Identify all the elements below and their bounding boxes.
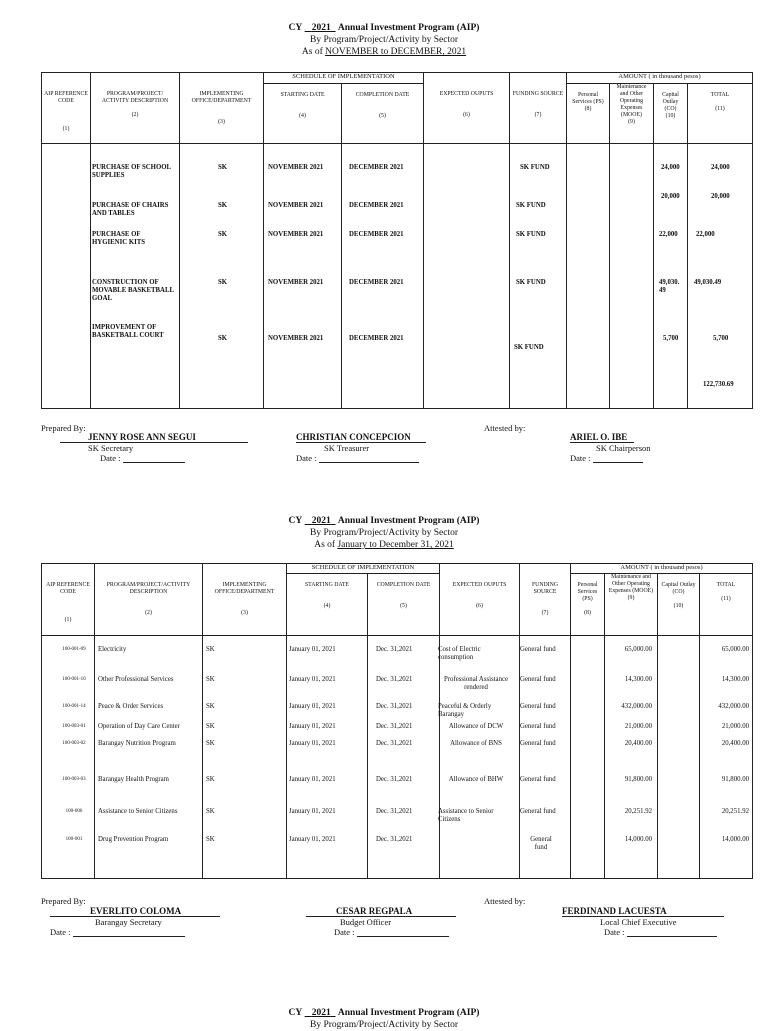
doc1-body-start: [264, 144, 342, 409]
doc1-row-start: NOVEMBER 2021: [268, 164, 324, 171]
doc2-signatory-1: [50, 906, 220, 937]
doc1-col-ppa: PROGRAM/PROJECT/ ACTIVITY DESCRIPTION (2): [91, 73, 180, 144]
doc2-row-start: January 01, 2021: [289, 776, 336, 783]
doc2-row-end: Dec. 31,2021: [376, 646, 413, 653]
doc1-title-block: [0, 22, 768, 58]
doc1-row-total: 5,700: [713, 335, 729, 342]
doc2-row-total: 21,000.00: [721, 723, 749, 730]
doc1-col-aip: AIP REFERENCE CODE (1): [42, 73, 91, 144]
date-field: Date :: [60, 453, 248, 463]
doc1-row-ppa: PURCHASE OF SCHOOL SUPPLIES: [92, 164, 171, 179]
doc2-row-fund: General fund: [520, 808, 556, 815]
doc2-row-end: Dec. 31,2021: [376, 723, 413, 730]
doc2-row-fund: General fund: [530, 836, 552, 851]
doc1-row-office: SK: [218, 335, 228, 342]
doc2-row-code: 100-001-09: [62, 647, 86, 652]
doc2-row-end: Dec. 31,2021: [376, 836, 413, 843]
doc1-body-mooe: [610, 144, 654, 409]
doc2-row-end: Dec. 31,2021: [376, 740, 413, 747]
doc2-row-office: SK: [206, 740, 215, 747]
doc2-amount-header: AMOUNT ( in thousand pesos): [571, 564, 753, 574]
doc1-cy-label: CY: [288, 23, 303, 33]
doc1-row-end: DECEMBER 2021: [349, 202, 404, 209]
doc1-header-group-row: [42, 73, 753, 84]
doc2-col-ppa: PROGRAM/PROJECT/ACTIVITY DESCRIPTION (2): [95, 564, 203, 636]
doc2-row-ppa: Barangay Health Program: [98, 776, 169, 783]
date-field: Date :: [562, 927, 724, 937]
doc1-row-office: SK: [218, 279, 228, 286]
doc2-row-start: January 01, 2021: [289, 676, 336, 683]
doc3-year: 2021: [311, 1008, 331, 1018]
doc2-row-office: SK: [206, 676, 215, 683]
signatory-name: FERDINAND LACUESTA: [562, 906, 724, 917]
doc2-row-output: Peaceful & Orderly Barangay: [438, 703, 492, 718]
doc1-prepared-label: Prepared By:: [41, 423, 86, 433]
signatory-name: EVERLITO COLOMA: [50, 906, 220, 917]
doc2-row-end: Dec. 31,2021: [376, 703, 413, 710]
doc1-by-line: By Program/Project/Activity by Sector: [309, 35, 459, 45]
doc1-attested-label: Attested by:: [484, 423, 526, 433]
doc1-row-ppa: CONSTRUCTION OF MOVABLE BASKETBALL GOAL: [92, 279, 174, 302]
doc1-signatory-3: [570, 432, 670, 463]
doc2-row-ppa: Barangay Nutrition Program: [98, 740, 176, 747]
doc1-body-end: [342, 144, 424, 409]
doc2-row-start: January 01, 2021: [289, 740, 336, 747]
doc1-as-of-value: NOVEMBER to DECEMBER, 2021: [325, 47, 467, 57]
doc2-col-start: STARTING DATE (4): [287, 574, 368, 636]
doc1-body-row: [42, 144, 753, 409]
doc2-prepared-label: Prepared By:: [41, 896, 86, 906]
doc2-row-fund: General fund: [520, 703, 556, 710]
doc1-body-office: [180, 144, 264, 409]
date-field: Date :: [296, 453, 426, 463]
doc2-row-office: SK: [206, 646, 215, 653]
signatory-title: SK Treasurer: [324, 443, 370, 453]
doc1-as-of: As of NOVEMBER to DECEMBER, 2021: [301, 47, 467, 57]
doc2-col-aip: AIP REFERENCE CODE (1): [42, 564, 95, 636]
doc2-row-output: Allowance of BNS: [450, 740, 502, 747]
doc2-row-total: 20,400.00: [721, 740, 749, 747]
doc2-row-output: Allowance of BHW: [448, 776, 504, 783]
doc2-row-ppa: Electricity: [98, 646, 127, 653]
doc1-row-office: SK: [218, 202, 228, 209]
doc2-row-mooe: 14,000.00: [624, 836, 652, 843]
doc2-header-group-row: [42, 564, 753, 574]
doc1-col-funding: FUNDING SOURCE (7): [510, 73, 567, 144]
signatory-title: SK Secretary: [88, 443, 134, 453]
doc2-row-output: Cost of Electric consumption: [438, 646, 481, 661]
doc1-row-total: 20,000: [711, 193, 730, 200]
doc2-row-ppa: Drug Prevention Program: [98, 836, 169, 843]
signatory-name: JENNY ROSE ANN SEGUI: [60, 432, 248, 443]
doc2-row-start: January 01, 2021: [289, 703, 336, 710]
doc1-row-fund: SK FUND: [520, 164, 550, 171]
signatory-title: Local Chief Executive: [600, 917, 677, 927]
doc2-row-mooe: 20,400.00: [624, 740, 652, 747]
doc2-row-code: 100-003-03: [62, 777, 86, 782]
doc1-row-ppa: IMPROVEMENT OF BASKETBALL COURT: [92, 324, 164, 339]
doc3-heading: Annual Investment Program (AIP): [337, 1008, 480, 1018]
doc2-sched-header: SCHEDULE OF IMPLEMENTATION: [287, 564, 440, 574]
doc2-row-start: January 01, 2021: [289, 836, 336, 843]
doc2-row-fund: General fund: [520, 776, 556, 783]
doc2-row-total: 65,000.00: [721, 646, 749, 653]
doc2-row-total: 14,300.00: [721, 676, 749, 683]
doc2-row-office: SK: [206, 723, 215, 730]
doc1-title-line: [0, 22, 768, 34]
signatory-name: CESAR REGPALA: [306, 906, 456, 917]
doc1-row-co: 49,030. 49: [659, 279, 680, 294]
doc2-row-code: 100-001-14: [62, 704, 86, 709]
doc2-body-outputs: [440, 636, 520, 879]
doc1-row-total: 49,030.49: [694, 279, 722, 286]
doc2-row-mooe: 432,000.00: [621, 703, 652, 710]
doc1-body-outputs: [424, 144, 510, 409]
doc1-row-fund: SK FUND: [516, 231, 546, 238]
signatory-name: CHRISTIAN CONCEPCION: [296, 432, 426, 443]
doc1-row-office: SK: [218, 231, 228, 238]
doc1-sched-header: SCHEDULE OF IMPLEMENTATION: [264, 73, 424, 84]
doc1-row-end: DECEMBER 2021: [349, 279, 404, 286]
doc1-row-fund: SK FUND: [516, 279, 546, 286]
doc1-row-start: NOVEMBER 2021: [268, 231, 324, 238]
signatory-title: SK Chairperson: [596, 443, 651, 453]
doc1-year: 2021: [311, 23, 331, 33]
doc1-col-completion: COMPLETION DATE (5): [342, 84, 424, 144]
doc2-row-code: 100-003-02: [62, 741, 86, 746]
doc1-row-ppa: PURCHASE OF HYGIENIC KITS: [92, 231, 146, 246]
doc1-row-fund: SK FUND: [514, 344, 544, 351]
doc1-col-co: Capital Outlay (CO) (10): [654, 84, 688, 144]
doc2-row-end: Dec. 31,2021: [376, 776, 413, 783]
doc2-row-end: Dec. 31,2021: [376, 808, 413, 815]
doc1-body-aip: [42, 144, 91, 409]
doc2-as-of-value: January to December 31, 2021: [337, 540, 454, 550]
doc2-row-code: 100-001-10: [62, 677, 86, 682]
doc1-signatory-2: [296, 432, 426, 463]
doc2-row-office: SK: [206, 776, 215, 783]
doc2-cy-label: CY: [288, 516, 303, 526]
date-field: Date :: [570, 453, 670, 463]
doc3-cy-label: CY: [288, 1008, 303, 1018]
doc2-row-end: Dec. 31,2021: [376, 676, 413, 683]
doc2-row-output: Professional Assistance rendered: [444, 676, 508, 691]
doc2-row-office: SK: [206, 836, 215, 843]
doc2-row-start: January 01, 2021: [289, 646, 336, 653]
doc1-col-outputs: EXPECTED OUPUTS (6): [424, 73, 510, 144]
doc2-row-ppa: Peace & Order Services: [98, 703, 164, 710]
signatory-name: ARIEL O. IBE: [570, 432, 634, 443]
doc1-row-end: DECEMBER 2021: [349, 164, 404, 171]
doc3-title-block: [0, 1007, 768, 1031]
doc2-col-completion: COMPLETION DATE (5): [368, 574, 440, 636]
doc1-amount-header: AMOUNT ( in thousand pesos): [567, 73, 753, 84]
doc2-title-block: [0, 515, 768, 551]
doc1-grand-total: 122,730.69: [703, 381, 734, 388]
doc2-row-start: January 01, 2021: [289, 723, 336, 730]
doc2-row-total: 91,800.00: [721, 776, 749, 783]
doc3-by-line: By Program/Project/Activity by Sector: [309, 1020, 459, 1030]
doc1-body-total: [688, 144, 753, 409]
doc2-heading: Annual Investment Program (AIP): [337, 516, 480, 526]
doc1-row-office: SK: [218, 164, 228, 171]
doc2-row-office: SK: [206, 703, 215, 710]
doc2-col-total: TOTAL (11): [700, 574, 753, 636]
doc1-col-total: TOTAL (11): [688, 84, 753, 144]
doc2-col-outputs: EXPECTED OUPUTS (6): [440, 564, 520, 636]
doc1-row-co: 24,000: [661, 164, 680, 171]
doc1-col-ps: Personal Services (PS) (8): [567, 84, 610, 144]
doc2-row-total: 20,251.92: [721, 808, 749, 815]
doc1-row-total: 24,000: [711, 164, 730, 171]
signatory-title: Budget Officer: [340, 917, 392, 927]
doc2-body-co: [658, 636, 700, 879]
doc1-row-co: 22,000: [659, 231, 678, 238]
doc2-row-code: 100-006: [65, 809, 83, 814]
doc1-col-office: IMPLEMENTING OFFICE/DEPARTMENT (3): [180, 73, 264, 144]
date-field: Date :: [306, 927, 456, 937]
doc2-row-output: Allowance of DCW: [448, 723, 504, 730]
doc2-row-mooe: 21,000.00: [624, 723, 652, 730]
doc1-body-ppa: [91, 144, 180, 409]
doc2-row-ppa: Assistance to Senior Citizens: [98, 808, 178, 815]
doc2-title-line: [0, 515, 768, 527]
doc2-row-mooe: 91,800.00: [624, 776, 652, 783]
doc1-row-start: NOVEMBER 2021: [268, 335, 324, 342]
doc1-body-fund: [510, 144, 567, 409]
doc1-row-end: DECEMBER 2021: [349, 335, 404, 342]
doc1-heading: Annual Investment Program (AIP): [337, 23, 480, 33]
doc2-by-line: By Program/Project/Activity by Sector: [309, 528, 459, 538]
doc2-attested-label: Attested by:: [484, 896, 526, 906]
doc2-row-output: Assistance to Senior Citizens: [438, 808, 494, 823]
doc3-title-line: [0, 1007, 768, 1019]
doc2-row-fund: General fund: [520, 676, 556, 683]
date-field: Date :: [50, 927, 220, 937]
doc1-row-start: NOVEMBER 2021: [268, 279, 324, 286]
doc2-row-mooe: 65,000.00: [624, 646, 652, 653]
signatory-title: Barangay Secretary: [95, 917, 162, 927]
doc1-row-co: 5,700: [663, 335, 679, 342]
doc1-row-total: 22,000: [696, 231, 715, 238]
doc2-col-mooe: Maintenance and Other Operating Expenses (MOOE) (9): [605, 574, 658, 636]
doc2-row-code: 100-003-01: [62, 724, 86, 729]
doc2-row-ppa: Other Professional Services: [98, 676, 174, 683]
doc2-row-total: 14,000.00: [721, 836, 749, 843]
doc2-as-of: As of January to December 31, 2021: [314, 540, 454, 550]
doc2-row-ppa: Operation of Day Care Center: [98, 723, 180, 730]
doc2-signatory-2: [306, 906, 456, 937]
doc2-row-fund: General fund: [520, 723, 556, 730]
doc1-row-ppa: PURCHASE OF CHAIRS AND TABLES: [92, 202, 169, 217]
doc2-col-funding: FUNDING SOURCE (7): [520, 564, 571, 636]
doc1-col-mooe: Maintenance and Other Operating Expenses (MOOE) (9): [610, 84, 654, 144]
doc2-signatory-3: [562, 906, 724, 937]
doc2-col-co: Capital Outlay (CO) (10): [658, 574, 700, 636]
doc2-col-ps: Personal Services (PS) (8): [571, 574, 605, 636]
doc1-col-start: STARTING DATE (4): [264, 84, 342, 144]
doc2-row-total: 432,000.00: [718, 703, 749, 710]
doc2-row-code: 100-001: [65, 837, 83, 842]
doc1-body-co: [654, 144, 688, 409]
doc1-signatory-1: [60, 432, 248, 463]
doc1-row-end: DECEMBER 2021: [349, 231, 404, 238]
doc2-row-fund: General fund: [520, 646, 556, 653]
doc2-aip-table: [41, 563, 753, 879]
doc2-row-office: SK: [206, 808, 215, 815]
doc1-row-co: 20,000: [661, 193, 680, 200]
doc2-row-mooe: 14,300.00: [624, 676, 652, 683]
doc2-row-fund: General fund: [520, 740, 556, 747]
doc2-row-start: January 01, 2021: [289, 808, 336, 815]
doc1-row-start: NOVEMBER 2021: [268, 202, 324, 209]
doc2-row-mooe: 20,251.92: [624, 808, 652, 815]
doc2-year: 2021: [311, 516, 331, 526]
doc2-col-office: IMPLEMENTING OFFICE/DEPARTMENT (3): [203, 564, 287, 636]
doc1-body-ps: [567, 144, 610, 409]
doc1-row-fund: SK FUND: [516, 202, 546, 209]
